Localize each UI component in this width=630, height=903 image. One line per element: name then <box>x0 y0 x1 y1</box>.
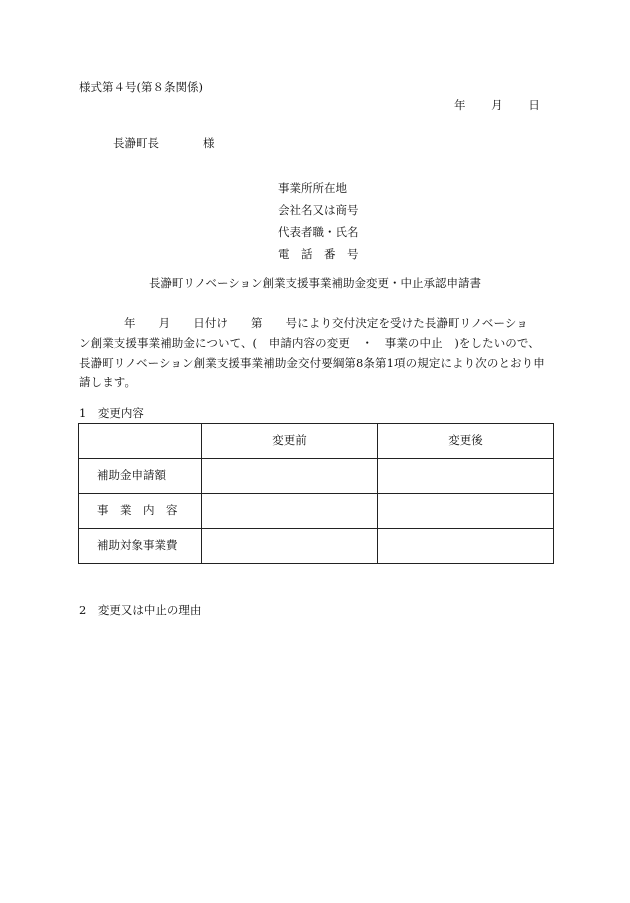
change-table <box>78 423 554 564</box>
body-month: 月 <box>158 316 171 330</box>
applicant-block <box>278 177 359 265</box>
cell-after[interactable] <box>378 529 554 564</box>
body-year: 年 <box>124 316 136 330</box>
recipient <box>113 138 215 150</box>
applicant-address-label: 事業所所在地 <box>278 181 347 195</box>
date-year: 年 <box>454 98 466 112</box>
cell-before[interactable] <box>202 459 378 494</box>
applicant-phone-label: 電 話 番 号 <box>278 247 359 261</box>
body-line3: 長瀞町リノベーション創業支援事業補助金交付要綱第8条第1項の規定により次のとおり申 <box>79 355 545 370</box>
body-number-prefix: 第 <box>251 316 263 330</box>
table-row <box>79 494 554 529</box>
form-number: 様式第４号(第８条関係) <box>79 80 203 94</box>
cell-after[interactable] <box>378 459 554 494</box>
table-row <box>79 459 554 494</box>
body-line2: ン創業支援事業補助金について、( 申請内容の変更 ・ 事業の中止 )をしたいので、 <box>79 335 540 350</box>
applicant-representative-label: 代表者職・氏名 <box>278 225 359 239</box>
row-label-business-content: 事 業 内 容 <box>79 494 202 529</box>
body-paragraph <box>79 314 554 393</box>
row-label-eligible-cost: 補助対象事業費 <box>79 529 202 564</box>
table-header-before: 変更前 <box>202 424 378 459</box>
date-day: 日 <box>528 98 540 112</box>
section1-heading: 1 変更内容 <box>79 406 144 420</box>
recipient-honorific: 様 <box>203 136 215 150</box>
body-day: 日付け <box>193 316 229 330</box>
applicant-company-label: 会社名又は商号 <box>278 203 359 217</box>
cell-after[interactable] <box>378 494 554 529</box>
date-month: 月 <box>491 98 503 112</box>
document-title: 長瀞町リノベーション創業支援事業補助金変更・中止承認申請書 <box>148 276 482 290</box>
table-header-after: 変更後 <box>378 424 554 459</box>
row-label-subsidy-amount: 補助金申請額 <box>79 459 202 494</box>
table-header-empty <box>79 424 202 459</box>
body-line4: 請します。 <box>79 375 137 390</box>
body-line1: 号により交付決定を受けた長瀞町リノベーショ <box>285 316 528 330</box>
table-header-row <box>79 424 554 459</box>
section2-heading: 2 変更又は中止の理由 <box>79 603 202 617</box>
date-line <box>454 100 540 112</box>
table-row <box>79 529 554 564</box>
recipient-name: 長瀞町長 <box>113 136 159 150</box>
cell-before[interactable] <box>202 494 378 529</box>
cell-before[interactable] <box>202 529 378 564</box>
